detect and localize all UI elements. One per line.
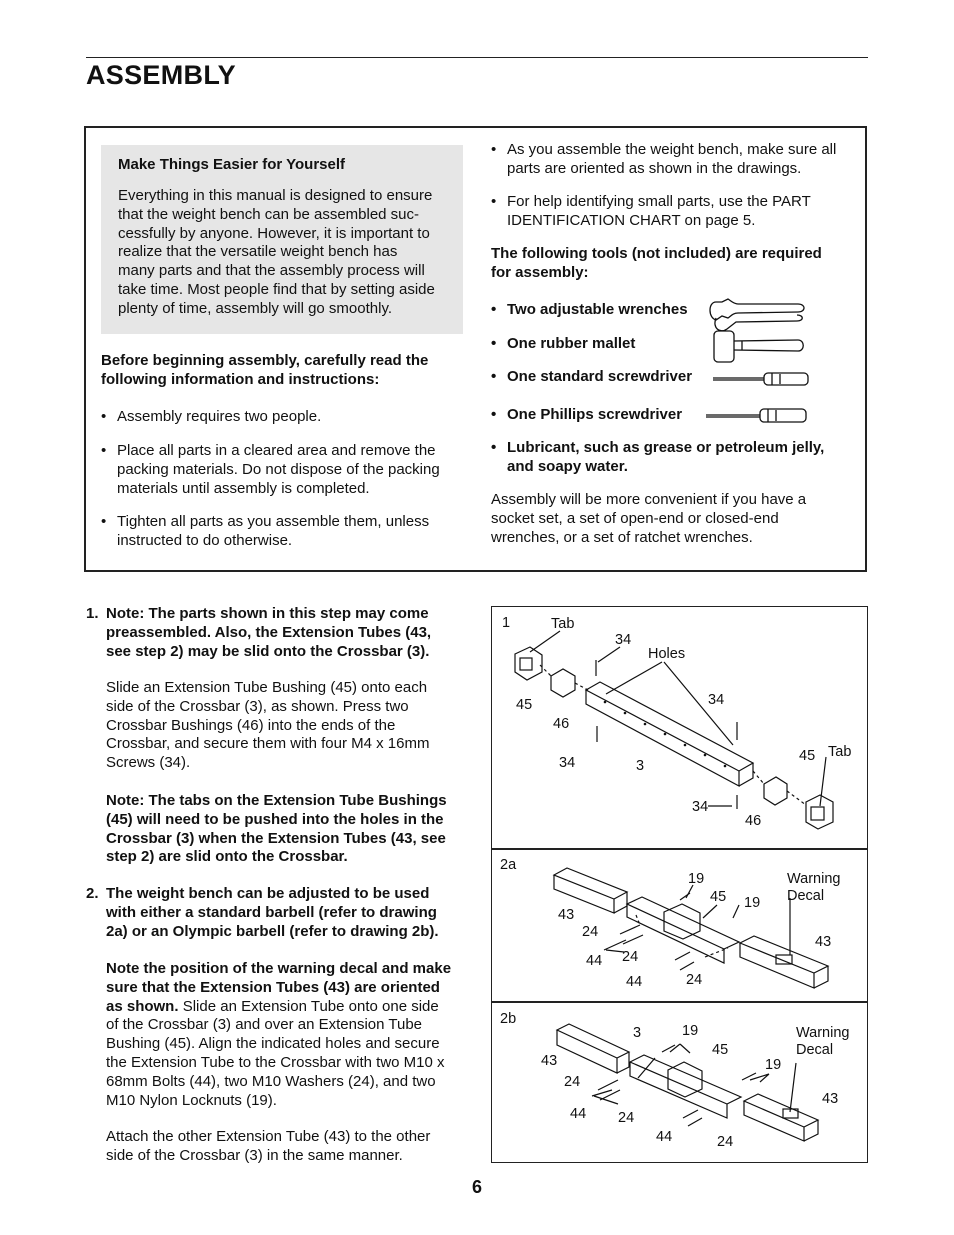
page-title: ASSEMBLY bbox=[86, 60, 236, 90]
step-1-body: Slide an Extension Tube Bushing (45) onto each side of the Crossbar (3), as shown. Press two Crossbar Bushings (46) into the ends of the Crossbar, and secure them with four M4 x 16mm Screws (34). bbox=[106, 679, 430, 772]
fig-2b-id: 2b bbox=[500, 1011, 517, 1027]
left-bullet-1: • Assembly requires two people. bbox=[101, 408, 322, 425]
right-bullet-2: • For help identifying small parts, use the PART IDENTIFICATION CHART on page 5. bbox=[491, 193, 811, 229]
fig-2b-part-43-left: 43 bbox=[541, 1053, 558, 1069]
fig-1-part-46-right: 46 bbox=[745, 813, 762, 829]
fig-1-part-34-c: 34 bbox=[559, 755, 576, 771]
fig-2a-part-24-a: 24 bbox=[582, 924, 599, 940]
fig-1-part-34-a: 34 bbox=[615, 632, 632, 648]
fig-1-part-46-left: 46 bbox=[553, 716, 570, 732]
extension-tube-43-right bbox=[744, 1094, 818, 1141]
fig-2b-part-3: 3 bbox=[633, 1025, 642, 1041]
step-2-intro: 2. The weight bench can be adjusted to be used with either a standard barbell (refer to drawing 2a) or an Olympic barbell (refer to drawing 2b). bbox=[86, 885, 439, 940]
right-bullet-1: • As you assemble the weight bench, make sure all parts are oriented as shown in the drawings. bbox=[491, 141, 837, 177]
fig-2b-part-44-a: 44 bbox=[570, 1106, 587, 1122]
tool-phillips-screwdriver: • One Phillips screwdriver bbox=[491, 406, 683, 423]
fig-2b-warning-label: Warning Decal bbox=[796, 1025, 850, 1058]
page-number: 6 bbox=[472, 1177, 483, 1197]
fig-2b-part-24-b: 24 bbox=[618, 1110, 635, 1126]
fig-2a-part-43-right: 43 bbox=[815, 934, 832, 950]
fig-2b-part-24-c: 24 bbox=[717, 1134, 734, 1150]
fig-2a-part-19-a: 19 bbox=[688, 871, 705, 887]
fig-1-holes-label: Holes bbox=[648, 646, 686, 662]
fig-2b-part-24-a: 24 bbox=[564, 1074, 581, 1090]
fig-2b-part-45: 45 bbox=[712, 1042, 729, 1058]
step-2-body: Note the position of the warning decal and make sure that the Extension Tubes (43) are oriented as shown. Slide an Extension Tube onto one side of the Crossbar (3) and over an Extension Tube Bushing (45). Align the indicated holes and secure the Extension Tube to the Crossbar with two M10 x 68mm Bolts (44), two M10 Washers (24), and two M10 Nylon Locknuts (19). bbox=[106, 960, 452, 1109]
tool-mallet: • One rubber mallet bbox=[491, 335, 636, 352]
convenience-note: Assembly will be more convenient if you have a socket set, a set of open-end or closed-end wrenches, or a set of ratchet wrenches. bbox=[491, 491, 807, 546]
step-1-note: 1. Note: The parts shown in this step may come preassembled. Also, the Extension Tubes (43, see step 2) may be slid onto the Crossbar (3). bbox=[86, 605, 432, 660]
tool-standard-screwdriver: • One standard screwdriver bbox=[491, 368, 693, 385]
fig-1-id: 1 bbox=[502, 615, 511, 631]
fig-1-part-45-left: 45 bbox=[516, 697, 533, 713]
fig-2a-id: 2a bbox=[500, 857, 517, 873]
step-2-last: Attach the other Extension Tube (43) to the other side of the Crossbar (3) in the same manner. bbox=[106, 1128, 431, 1164]
fig-2b-part-43-right: 43 bbox=[822, 1091, 839, 1107]
left-bullet-3: • Tighten all parts as you assemble them, unless instructed to do otherwise. bbox=[101, 513, 430, 549]
bushing-45 bbox=[668, 1062, 702, 1097]
tools-heading: The following tools (not included) are required for assembly: bbox=[491, 245, 822, 281]
fig-1-part-45-right: 45 bbox=[799, 748, 816, 764]
step-1-note-tabs: Note: The tabs on the Extension Tube Bushings (45) will need to be pushed into the holes in the Crossbar (3) when the Extension Tubes (43, see step 2) are slid onto the Crossbar. bbox=[106, 792, 447, 866]
fig-2b-part-44-b: 44 bbox=[656, 1129, 673, 1145]
tip-body: Everything in this manual is designed to ensure that the weight bench can be assembled suc- cessfully by anyone. However, it is important to realize that the versatile weight bench has many parts and that the assembly process will take time. Most people find that by setting aside plenty of time, assembly will go smoothly. bbox=[118, 187, 435, 317]
fig-2a-part-43-left: 43 bbox=[558, 907, 575, 923]
tool-wrenches: • Two adjustable wrenches bbox=[491, 301, 688, 318]
fig-2a-warning-label: Warning Decal bbox=[787, 871, 841, 904]
crossbar-3 bbox=[630, 1055, 741, 1118]
fig-2a-part-44-a: 44 bbox=[586, 953, 603, 969]
tip-title: Make Things Easier for Yourself bbox=[118, 156, 346, 173]
fig-1-tab-label-right: Tab bbox=[828, 744, 852, 760]
fig-2b-part-19-b: 19 bbox=[765, 1057, 782, 1073]
fig-1-part-34-d: 34 bbox=[692, 799, 709, 815]
fig-2b-part-19-a: 19 bbox=[682, 1023, 699, 1039]
fig-2a-part-19-b: 19 bbox=[744, 895, 761, 911]
fig-1-part-3: 3 bbox=[636, 758, 645, 774]
fig-2a-part-24-c: 24 bbox=[686, 972, 703, 988]
fig-1-tab-label: Tab bbox=[551, 616, 575, 632]
left-bullet-2: • Place all parts in a cleared area and remove the packing materials. Do not dispose of the packing materials until assembly is completed. bbox=[101, 442, 440, 497]
fig-2a-part-24-b: 24 bbox=[622, 949, 639, 965]
tool-lubricant: • Lubricant, such as grease or petroleum jelly, and soapy water. bbox=[491, 439, 825, 475]
fig-2a-part-44-b: 44 bbox=[626, 974, 643, 990]
fig-1-part-34-b: 34 bbox=[708, 692, 725, 708]
extension-tube-43-left bbox=[557, 1024, 629, 1073]
before-heading: Before beginning assembly, carefully read the following information and instructions: bbox=[101, 352, 429, 388]
fig-2a-part-45: 45 bbox=[710, 889, 727, 905]
